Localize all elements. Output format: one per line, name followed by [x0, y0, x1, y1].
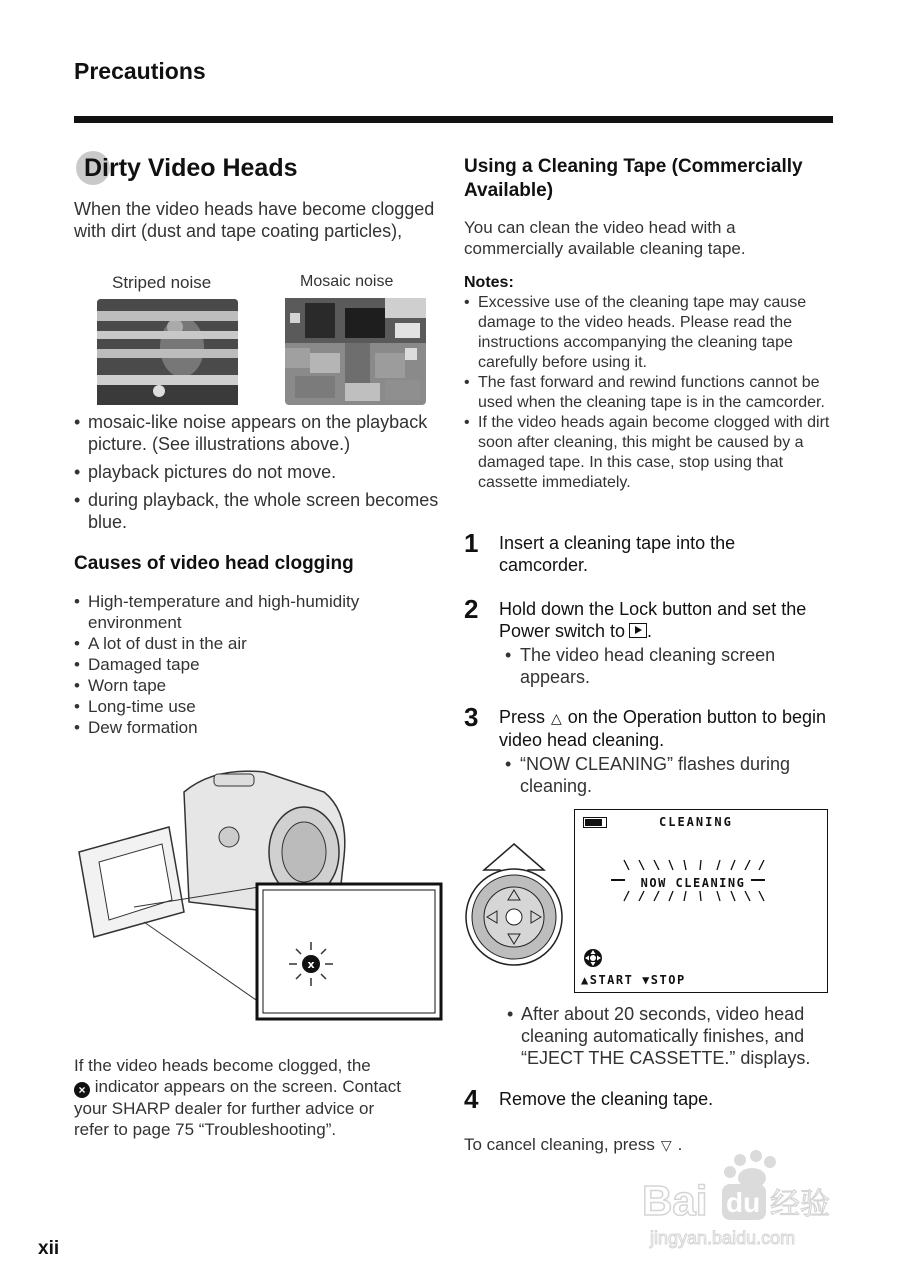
- baidu-watermark: [640, 1150, 860, 1250]
- causes-list: [74, 591, 434, 738]
- dash-left: [611, 879, 625, 881]
- mosaic-noise-image: [285, 298, 426, 405]
- after-note-list: [507, 1003, 837, 1069]
- cleaning-screen: [574, 809, 828, 993]
- list-item: • Dew formation: [74, 717, 434, 738]
- causes-title: Causes of video head clogging: [74, 553, 354, 574]
- list-item: • High-temperature and high-humidity environment: [74, 591, 434, 633]
- list-item: • during playback, the whole screen becomes blue.: [74, 489, 449, 533]
- caption-striped: Striped noise: [112, 273, 212, 292]
- striped-noise-image: [97, 299, 238, 405]
- header-rule: [74, 116, 833, 123]
- right-section-title: Using a Cleaning Tape (Commercially Available): [464, 156, 803, 201]
- caption-mosaic: Mosaic noise: [300, 273, 394, 290]
- camcorder-illustration: [74, 762, 444, 1024]
- list-item: • A lot of dust in the air: [74, 633, 434, 654]
- play-mode-icon: [629, 623, 647, 638]
- left-section-title: Dirty Video Heads: [74, 148, 288, 188]
- list-item: • “NOW CLEANING” flashes during cleaning.: [505, 753, 829, 797]
- list-item: • Long-time use: [74, 696, 434, 717]
- operation-dpad-icon: [583, 948, 603, 968]
- svg-text:du: du: [726, 1187, 761, 1218]
- svg-text:jingyan.baidu.com: jingyan.baidu.com: [650, 1228, 796, 1248]
- right-intro: You can clean the video head with a commercially available cleaning tape.: [464, 218, 746, 258]
- symptom-list: [74, 411, 449, 533]
- list-item: • Worn tape: [74, 675, 434, 696]
- list-item: • After about 20 seconds, video head cleaning automatically finishes, and “EJECT THE CASSETTE.” displays.: [507, 1003, 837, 1069]
- battery-icon: [583, 817, 607, 828]
- svg-text:经验: 经验: [770, 1187, 830, 1222]
- list-item: • playback pictures do not move.: [74, 461, 449, 483]
- screen-center-label: NOW CLEANING: [640, 876, 746, 890]
- list-item: • The video head cleaning screen appears.: [505, 644, 829, 688]
- list-item: • Damaged tape: [74, 654, 434, 675]
- cancel-text: To cancel cleaning, press ▽ .: [464, 1135, 683, 1154]
- notes-label: Notes:: [464, 274, 514, 291]
- left-intro: When the video heads have become clogged with dirt (dust and tape coating particles),: [74, 199, 435, 241]
- flash-lines-top: [619, 858, 769, 870]
- up-triangle-icon: △: [551, 710, 562, 726]
- svg-text:x: x: [307, 958, 315, 971]
- list-item: • Excessive use of the cleaning tape may cause damage to the video heads. Please read the instructions accompanying the cleaning tape carefully before using it.: [464, 293, 834, 373]
- screen-bottom-label: ▲START ▼STOP: [581, 973, 686, 987]
- section-header: Precautions: [74, 58, 206, 84]
- flash-lines-bottom: [619, 889, 769, 901]
- dash-right: [751, 879, 765, 881]
- down-triangle-icon: ▽: [660, 1137, 672, 1153]
- list-item: • mosaic-like noise appears on the playback picture. (See illustrations above.): [74, 411, 449, 455]
- svg-text:Bai: Bai: [642, 1177, 708, 1224]
- operation-button-illustration: [462, 842, 567, 967]
- screen-top-label: CLEANING: [659, 815, 733, 829]
- list-item: • If the video heads again become clogged with dirt soon after cleaning, this might be caused by a damaged tape. In this case, stop using that cassette immediately.: [464, 413, 834, 493]
- clog-warning-icon: ×: [74, 1082, 90, 1098]
- list-item: • The fast forward and rewind functions cannot be used when the cleaning tape is in the camcorder.: [464, 373, 834, 413]
- page-number: xii: [38, 1238, 60, 1259]
- left-footer-text: If the video heads become clogged, the × indicator appears on the screen. Contact your SHARP dealer for further advice or refer to page 75 “Troubleshooting”.: [74, 1056, 401, 1139]
- notes-list: [464, 293, 834, 493]
